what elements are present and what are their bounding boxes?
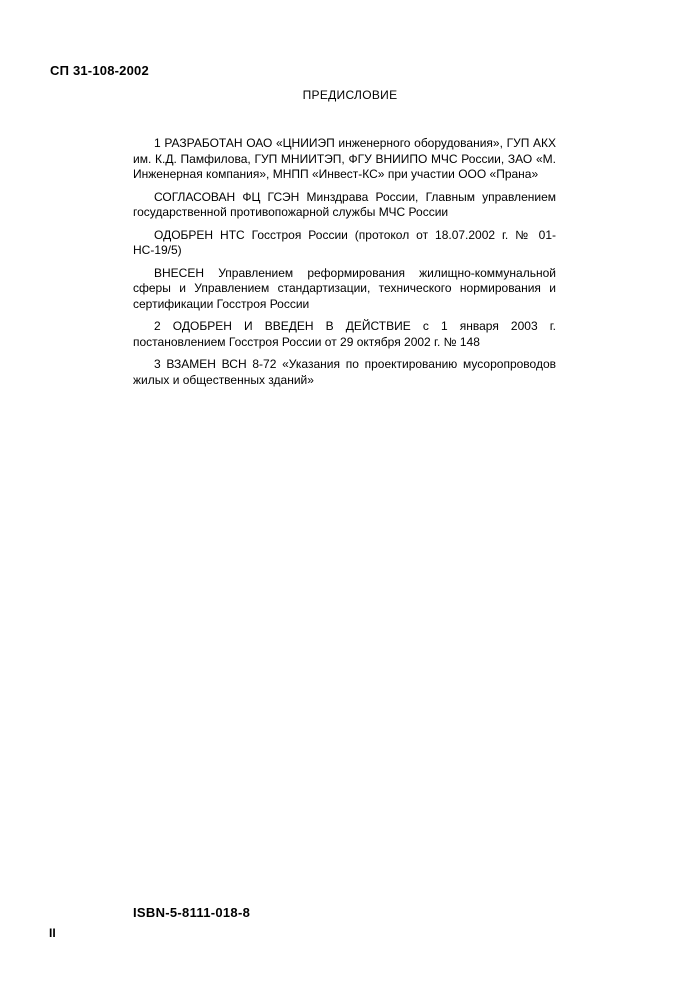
document-code: СП 31-108-2002: [50, 63, 149, 78]
page-number: II: [49, 926, 56, 940]
paragraph-introduced-by: ВНЕСЕН Управлением реформирования жилищно-коммунальной сферы и Управлением стандартизации, технического нормирования и сертификации Госстроя России: [133, 265, 556, 311]
paragraph-developed-by: 1 РАЗРАБОТАН ОАО «ЦНИИЭП инженерного оборудования», ГУП АКХ им. К.Д. Памфилова, ГУП МНИИТЭП, ФГУ ВНИИПО МЧС России, ЗАО «М. Инженерная компания», МНПП «Инвест-КС» при участии ООО «Прана»: [133, 136, 556, 181]
section-heading: ПРЕДИСЛОВИЕ: [302, 88, 398, 102]
isbn-number: ISBN-5-8111-018-8: [133, 905, 251, 920]
paragraph-enacted: 2 ОДОБРЕН И ВВЕДЕН В ДЕЙСТВИЕ с 1 января 2003 г. постановлением Госстроя России от 29 октября 2002 г. № 148: [133, 319, 556, 349]
paragraph-replaces: 3 ВЗАМЕН ВСН 8-72 «Указания по проектированию мусоропроводов жилых и общественных зданий»: [133, 357, 556, 387]
paragraph-agreed-with: СОГЛАСОВАН ФЦ ГСЭН Минздрава России, Главным управлением государственной противопожарной службы МЧС России: [133, 189, 556, 219]
foreword-body: [133, 136, 556, 395]
paragraph-approved-by: ОДОБРЕН НТС Госстроя России (протокол от 18.07.2002 г. № 01-НС-19/5): [133, 227, 556, 257]
